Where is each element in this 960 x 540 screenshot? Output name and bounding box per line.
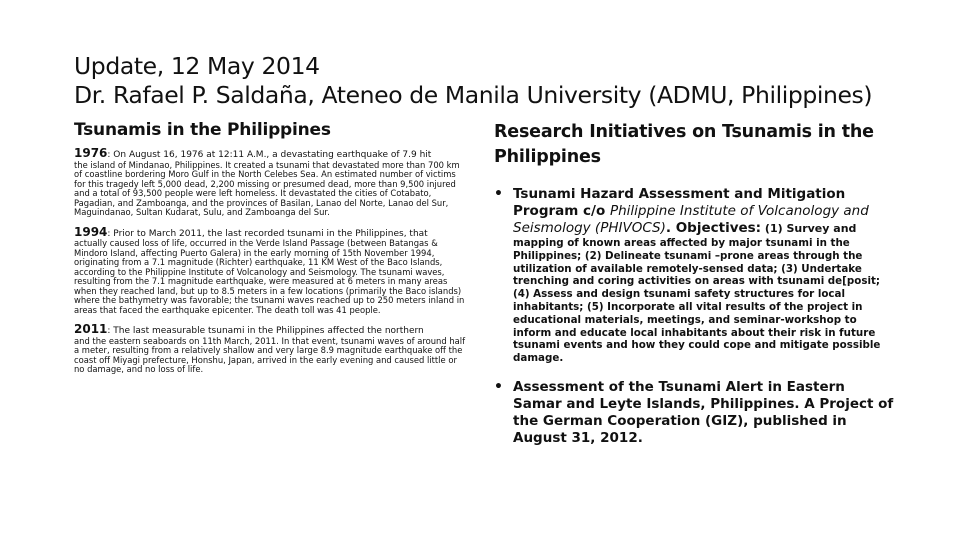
entry-year: 1994 [74,224,108,239]
bullet-giz-project [494,379,894,447]
right-column [494,120,894,461]
entry-year: 1976 [74,146,108,160]
tsunami-entry-1976 [74,146,466,218]
entry-lead: : The last measurable tsunami in the Philippines affected the northern [107,326,424,336]
entry-year: 2011 [74,322,108,336]
bullet-phivolcs-program [494,186,894,365]
bullet-dot: • [494,378,503,395]
program-title: Tsunami Hazard Assessment and Mitigation Program c/o [513,186,846,219]
objectives-label: . Objectives: [665,220,762,236]
objectives-text: mapping of known areas affected by major tsunami in the Philippines; (2) Delineate tsunami –prone areas through the utilization of available remotely-sensed data; (3) Undertake trenching and coring activities on areas with tsunami de[posit; (4) Assess and design tsunami safety structures for local inhabitants; (5) Incorporate all vital results of the project in educational materials, meetings, and seminar-workshop to inform and educate local inhabitants about their risk in future tsunami events and how they could cope and mitigate possible damage. [513,237,881,365]
entry-body: and the eastern seaboards on 11th March, 2011. In that event, tsunami waves of around half a meter, resulting from a relatively shallow and very large 8.9 magnitude earthquake off the coast off Miyagi prefecture, Honshu, Japan, arrived in the early evening and caused little or no damage, and no loss of life. [74,335,466,374]
left-heading: Tsunamis in the Philippines [74,120,331,140]
right-heading: Research Initiatives on Tsunamis in the Philippines [494,122,874,167]
entry-lead: : Prior to March 2011, the last recorded tsunami in the Philippines, that [107,228,428,239]
bullet-text: Assessment of the Tsunami Alert in Eastern Samar and Leyte Islands, Philippines. A Project of the German Cooperation (GIZ), published in August 31, 2012. [513,378,894,446]
entry-lead: : On August 16, 1976 at 12:11 A.M., a devastating earthquake of 7.9 hit [107,150,432,160]
tsunami-entry-1994 [74,224,466,316]
tsunami-entry-2011 [74,322,466,375]
objectives-lead: (1) Survey and [761,222,857,235]
program-org: Philippine Institute of Volcanology and Seismology (PHIVOCS) [513,203,869,236]
slide-title [74,52,934,110]
left-column [74,120,466,385]
title-line-author: Dr. Rafael P. Saldaña, Ateneo de Manila University (ADMU, Philippines) [74,81,873,109]
bullet-heading [513,186,894,237]
title-line-date: Update, 12 May 2014 [74,52,320,80]
entry-body: actually caused loss of life, occurred in the Verde Island Passage (between Batangas & Mindoro Island, affecting Puerto Galera) in the early morning of 15th November 1994, originating from a 7.1 magnitude (Richter) earthquake, 11 KM West of the Baco Islands, according to the Philippine Institute of Volcanology and Seismology. The tsunami waves, resulting from the 7.1 magnitude earthquake, were measured at 6 meters in many areas when they reached land, but up to 8.5 meters in a few locations (primarily the Baco islands) where the bathymetry was favorable; the tsunami waves reached up to 250 meters inland in areas that faced the earthquake epicenter. The death toll was 41 people. [74,238,465,315]
entry-body: the island of Mindanao, Philippines. It created a tsunami that devastated more than 700 km of coastline bordering Moro Gulf in the North Celebes Sea. An estimated number of victims for this tragedy left 5,000 dead, 2,200 missing or presumed dead, more than 9,500 injured and a total of 93,500 people were left homeless. It devastated the cities of Cotabato, Pagadian, and Zamboanga, and the provinces of Basilan, Lanao del Norte, Lanao del Sur, Maguindanao, Sultan Kudarat, Sulu, and Zamboanga del Sur. [74,159,460,217]
bullet-dot: • [494,186,503,202]
